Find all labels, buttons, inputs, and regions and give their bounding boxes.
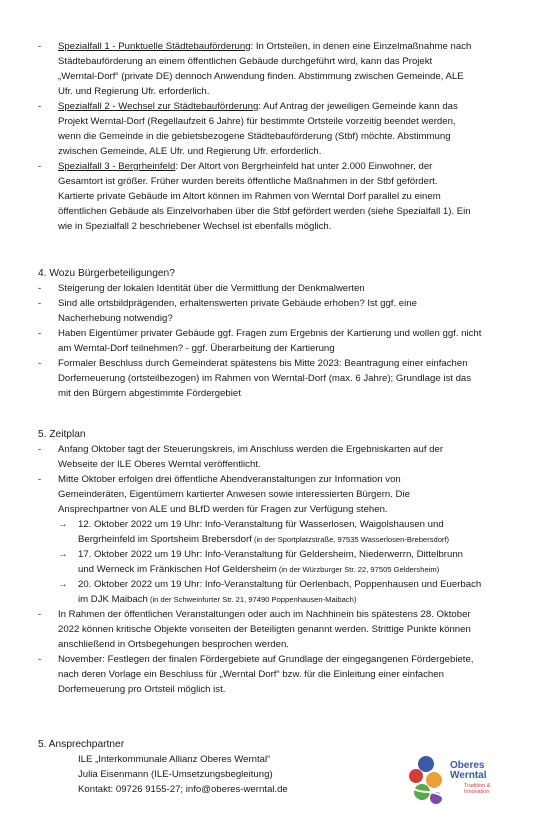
section-heading: 5. Ansprechpartner bbox=[38, 739, 125, 750]
bullet-dash: - bbox=[38, 161, 42, 172]
section-heading: 4. Wozu Bürgerbeteiligungen? bbox=[38, 268, 175, 279]
event-item bbox=[38, 517, 530, 547]
contact-person: Julia Eisenmann (ILE-Umsetzungsbegleitung) bbox=[78, 769, 273, 780]
text-line: Mitte Oktober erfolgen drei öffentliche Abendveranstaltungen zur Information von bbox=[58, 474, 401, 485]
text-line: Dorferneuerung pro Ortsteil möglich ist. bbox=[58, 684, 226, 695]
text-line: Gesamtort ist größer. Früher wurden bereits öffentliche Maßnahmen in der Stbf gefördert. bbox=[58, 176, 438, 187]
list-item bbox=[38, 99, 530, 159]
oberes-werntal-logo bbox=[404, 752, 524, 812]
list-item bbox=[38, 652, 530, 697]
list-item bbox=[38, 296, 530, 326]
text-line: November: Festlegen der finalen Fördergebiete auf Grundlage der eingegangenen Fördergebiete, bbox=[58, 654, 474, 665]
text-line: 12. Oktober 2022 um 19 Uhr: Info-Veranstaltung für Wasserlosen, Waigolshausen und bbox=[78, 519, 444, 530]
list-item bbox=[38, 326, 530, 356]
list-item bbox=[38, 607, 530, 652]
list-item bbox=[38, 159, 530, 234]
list-item bbox=[38, 281, 530, 296]
text-line: wie in Spezialfall 2 beschriebener Wechsel ist ebenfalls möglich. bbox=[58, 221, 332, 232]
text-line: In Rahmen der öffentlichen Veranstaltungen oder auch im Nachhinein bis spätestens 28. Oktober bbox=[58, 609, 471, 620]
event-item bbox=[38, 547, 530, 577]
event-address: (in der Sportplatzstraße, 97535 Wasserlosen-Brebersdorf) bbox=[251, 535, 450, 544]
event-address: (in der Schweinfurter Str. 21, 97490 Poppenhausen-Maibach) bbox=[147, 595, 357, 604]
arrow-icon: → bbox=[58, 549, 68, 560]
text-line: Sind alle ortsbildprägenden, erhaltenswerten private Gebäude erhoben? Ist ggf. eine bbox=[58, 298, 417, 309]
contact-details: Kontakt: 09726 9155-27; info@oberes-werntal.de bbox=[78, 784, 288, 795]
section-buergerbeteiligung bbox=[38, 266, 530, 401]
list-item bbox=[38, 356, 530, 401]
text-line: anschließend in Ortsbegehungen besprochen werden. bbox=[58, 639, 289, 650]
logo-word-oberes: Oberes bbox=[450, 760, 485, 771]
text-line: Steigerung der lokalen Identität über die Vermittlung der Denkmalwerten bbox=[58, 283, 365, 294]
special-case-title: Spezialfall 1 - Punktuelle Städtebauförderung bbox=[58, 41, 251, 52]
logo-mark-icon bbox=[404, 752, 452, 810]
list-item bbox=[38, 442, 530, 472]
bullet-dash: - bbox=[38, 444, 42, 455]
text-line: 17. Oktober 2022 um 19 Uhr: Info-Veranstaltung für Geldersheim, Niederwerrn, Dittelbrunn bbox=[78, 549, 464, 560]
text-line: : Auf Antrag der jeweiligen Gemeinde kann das bbox=[258, 101, 458, 112]
text-line: zwischen Gemeinde, ALE Ufr. und Regierung Ufr. erforderlich. bbox=[58, 146, 322, 157]
text-line: Haben Eigentümer privater Gebäude ggf. Fragen zum Ergebnis der Kartierung und wollen ggf. nicht bbox=[58, 328, 482, 339]
text-line: Ufr. und Regierung Ufr. erforderlich. bbox=[58, 86, 210, 97]
text-line: Kartierte private Gebäude im Altort können im Rahmen von Werntal Dorf parallel zu einem bbox=[58, 191, 441, 202]
text-line: : Der Altort von Bergrheinfeld hat unter 2.000 Einwohner, der bbox=[175, 161, 433, 172]
text-line: Webseite der ILE Oberes Werntal veröffentlicht. bbox=[58, 459, 261, 470]
event-item bbox=[38, 577, 530, 607]
text-line: öffentlichen Gebäude als Einzelvorhaben über die Stbf gefördert werden (siehe Spezialfall 1). Ein bbox=[58, 206, 471, 217]
bullet-dash: - bbox=[38, 41, 42, 52]
bullet-dash: - bbox=[38, 654, 42, 665]
logo-tagline: Tradition & bbox=[464, 783, 491, 789]
text-line: Gemeinderäten, Eigentümern kartierter Anwesen sowie interessierten Bürgern. Die bbox=[58, 489, 410, 500]
bullet-dash: - bbox=[38, 298, 42, 309]
special-case-title: Spezialfall 2 - Wechsel zur Städtebauförderung bbox=[58, 101, 259, 112]
text-line: „Werntal-Dorf“ (private DE) dennoch Anwendung finden. Abstimmung zwischen Gemeinde, ALE bbox=[58, 71, 464, 82]
text-line: mit den Bürgern abgestimmte Fördergebiet bbox=[58, 388, 241, 399]
event-address: (in der Würzburger Str. 22, 97505 Geldersheim) bbox=[276, 565, 440, 574]
list-item bbox=[38, 472, 530, 517]
bullet-dash: - bbox=[38, 609, 42, 620]
bullet-dash: - bbox=[38, 328, 42, 339]
text-line: am Werntal-Dorf teilnehmen? - ggf. Überarbeitung der Kartierung bbox=[58, 343, 335, 354]
bullet-dash: - bbox=[38, 101, 42, 112]
section-heading: 5. Zeitplan bbox=[38, 429, 86, 440]
section-zeitplan bbox=[38, 427, 530, 697]
text-line: 2022 können kritische Objekte vonseiten der Beteiligten genannt werden. Strittige Punkte können bbox=[58, 624, 471, 635]
special-cases-list bbox=[38, 39, 530, 234]
bullet-dash: - bbox=[38, 358, 42, 369]
text-line: im DJK Maibach bbox=[78, 594, 148, 605]
text-line: Projekt Werntal-Dorf (Regellaufzeit 6 Jahre) für bestimmte Ortsteile vorzeitig beendet werden, bbox=[58, 116, 456, 127]
text-line: Formaler Beschluss durch Gemeinderat spätestens bis Mitte 2023: Beantragung einer einfachen bbox=[58, 358, 468, 369]
logo-word-werntal: Werntal bbox=[450, 770, 487, 781]
text-line: Dorferneuerung (ortsteilbezogen) im Rahmen von Werntal-Dorf (max. 6 Jahre); Grundlage ist das bbox=[58, 373, 472, 384]
logo-tagline: Innovation bbox=[464, 789, 490, 795]
bullet-dash: - bbox=[38, 474, 42, 485]
text-line: nach deren Vorlage ein Beschluss für „Werntal Dorf“ bzw. für die Einleitung einer einfachen bbox=[58, 669, 444, 680]
text-line: : In Ortsteilen, in denen eine Einzelmaßnahme nach bbox=[250, 41, 472, 52]
special-case-title: Spezialfall 3 - Bergrheinfeld bbox=[58, 161, 176, 172]
text-line: Städtebauförderung an einem öffentlichen Gebäude durchgeführt wird, kann das Projekt bbox=[58, 56, 433, 67]
arrow-icon: → bbox=[58, 579, 68, 590]
text-line: Ansprechpartner von ALE und BLfD werden für Fragen zur Verfügung stehen. bbox=[58, 504, 388, 515]
text-line: und Werneck im Fränkischen Hof Geldersheim bbox=[78, 564, 277, 575]
arrow-icon: → bbox=[58, 519, 68, 530]
text-line: wenn die Gemeinde in die gebietsbezogene Städtebauförderung (Stbf) möchte. Abstimmung bbox=[58, 131, 451, 142]
list-item bbox=[38, 39, 530, 99]
text-line: Anfang Oktober tagt der Steuerungskreis, im Anschluss werden die Ergebniskarten auf der bbox=[58, 444, 444, 455]
text-line: 20. Oktober 2022 um 19 Uhr: Info-Veranstaltung für Oerlenbach, Poppenhausen und Euerbach bbox=[78, 579, 482, 590]
text-line: Nacherhebung notwendig? bbox=[58, 313, 173, 324]
contact-organisation: ILE „Interkommunale Allianz Oberes Werntal“ bbox=[78, 754, 271, 765]
text-line: Bergrheinfeld im Sportsheim Brebersdorf bbox=[78, 534, 252, 545]
bullet-dash: - bbox=[38, 283, 42, 294]
